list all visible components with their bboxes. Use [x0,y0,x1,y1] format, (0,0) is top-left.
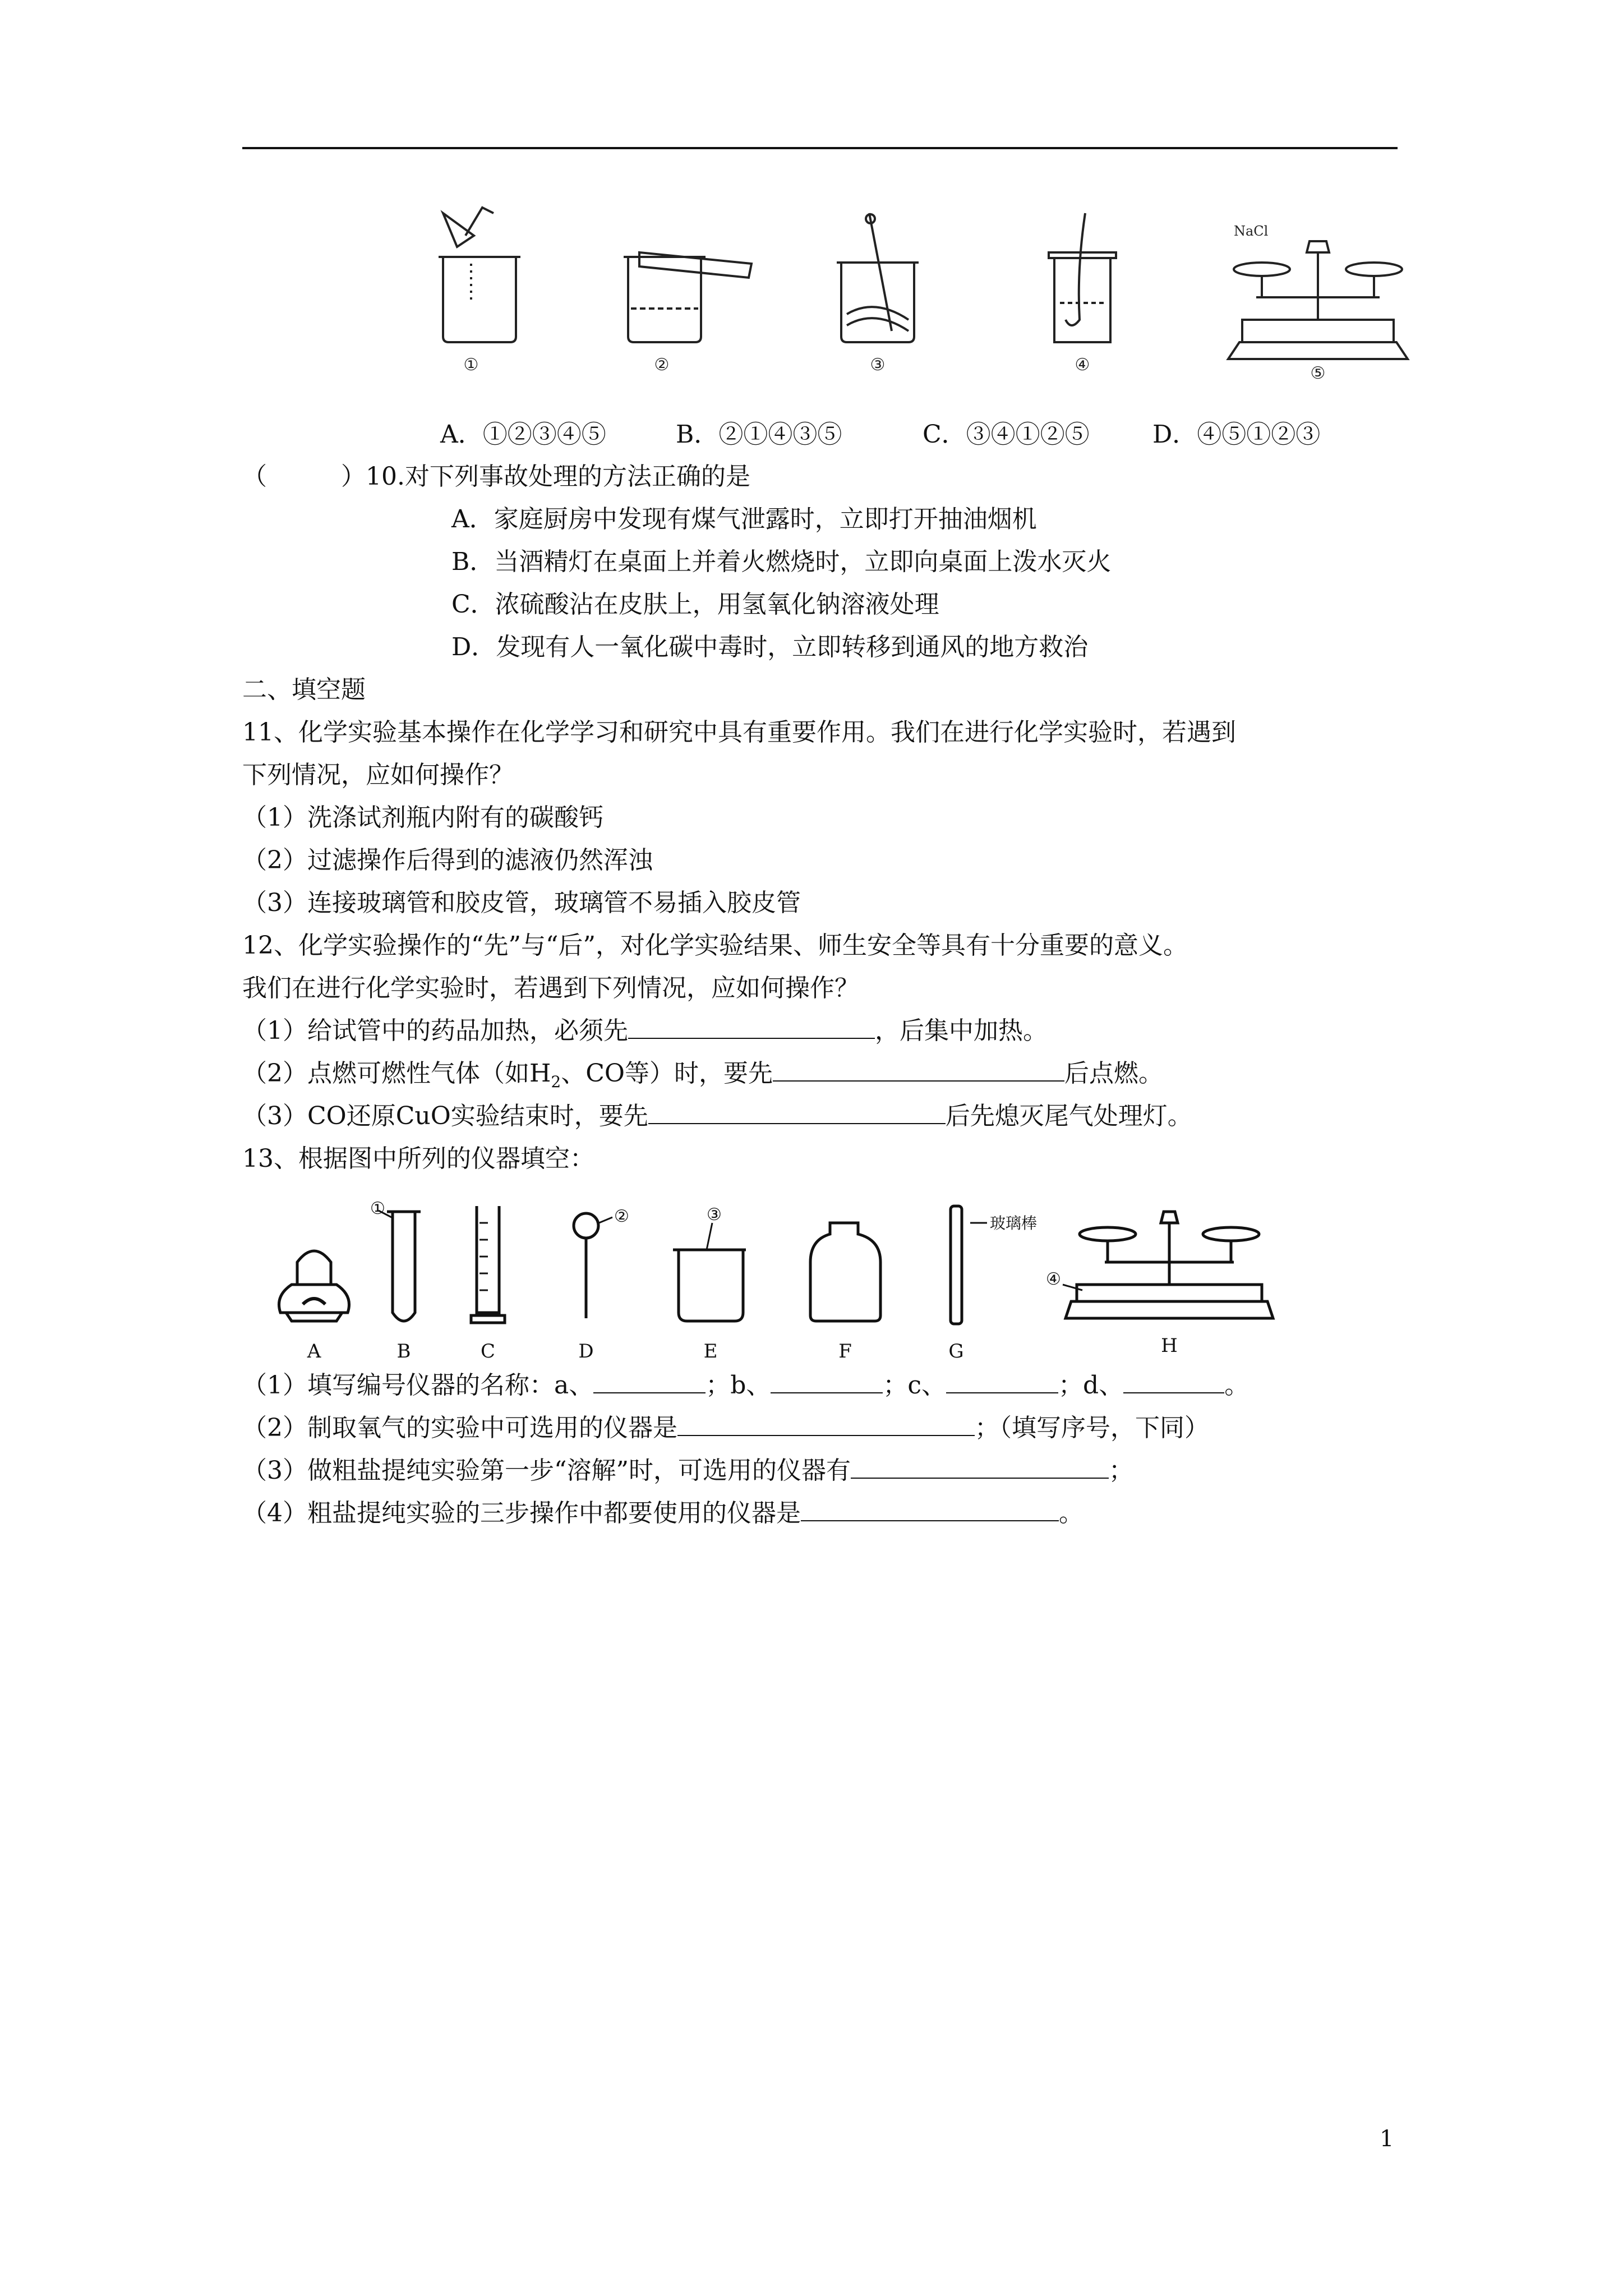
q9-option-c: C．③④①②⑤ [923,420,1090,449]
beaker-weighing-paper-icon [439,208,520,342]
q10-option-a: A．家庭厨房中发现有煤气泄露时，立即打开抽油烟机 [451,505,1037,533]
section-title: 二、填空题 [242,675,366,704]
balance-icon [1228,241,1408,359]
q13-item2-post: ；（填写序号，下同） [975,1414,1209,1442]
q12-item2-pre: （2）点燃可燃性气体（如H [242,1059,551,1088]
fig2-number-1: ① [370,1200,385,1218]
alcohol-lamp-icon [279,1251,349,1321]
fig2-letter-a: A [307,1340,321,1363]
q13-item4-post: 。 [1059,1499,1083,1527]
q12-item-1 [242,1014,1048,1048]
q12-item1-post: ，后集中加热。 [875,1016,1048,1045]
q10-option-b: B．当酒精灯在桌面上并着火燃烧时，立即向桌面上泼水灭火 [451,547,1112,576]
q9-option-b: B．②①④③⑤ [676,420,842,449]
q13-blank-c[interactable] [946,1370,1058,1393]
q13-blank-2[interactable] [677,1412,975,1436]
fig2-letter-d: D [578,1340,594,1363]
fig2-letter-b: B [396,1340,411,1363]
q10-option-d: D．发现有人一氧化碳中毒时，立即转移到通风的地方救治 [451,633,1089,661]
q13-item1-pre: （1）填写编号仪器的名称：a、 [242,1371,594,1400]
q9-options [440,418,1320,452]
fig2-letter-h: H [1161,1335,1178,1357]
balance-icon [1066,1212,1273,1318]
fig1-label-4: ④ [1075,355,1090,375]
q12-blank-1[interactable] [628,1015,875,1039]
q11-stem-line1: 11、化学实验基本操作在化学学习和研究中具有重要作用。我们在进行化学实验时，若遇到 [242,718,1236,747]
header-rule [242,147,1398,149]
q13-item4-pre: （4）粗盐提纯实验的三步操作中都要使用的仪器是 [242,1499,801,1527]
fig2-letter-e: E [703,1340,718,1363]
q13-item-3 [242,1454,1133,1488]
beaker-pouring-icon [624,252,751,342]
q12-item1-pre: （1）给试管中的药品加热，必须先 [242,1016,628,1045]
fig2-number-3: ③ [707,1205,722,1225]
q13-blank-a[interactable] [593,1370,706,1393]
glass-rod-icon [951,1206,962,1324]
q13-item1-end: 。 [1224,1371,1249,1400]
q12-stem-line2: 我们在进行化学实验时，若遇到下列情况，应如何操作？ [242,974,859,1002]
fig2-number-4: ④ [1046,1269,1061,1289]
q10-stem [242,460,750,494]
q12-item2-sub: 2 [551,1072,561,1091]
operation-figure [404,202,1447,387]
q13-blank-d[interactable] [1123,1370,1224,1393]
dropper-icon [574,1213,598,1318]
q12-item2-mid: 、CO等）时，要先 [561,1059,773,1088]
q9-option-d: D．④⑤①②③ [1152,420,1321,449]
nacl-label: NaCl [1234,223,1269,239]
q13-stem: 13、根据图中所列的仪器填空： [242,1144,594,1173]
q13-item3-pre: （3）做粗盐提纯实验第一步“溶解”时，可选用的仪器有 [242,1456,851,1485]
q9-option-a: A．①②③④⑤ [440,420,606,449]
q13-item-1 [242,1369,1249,1402]
q11-item-1: （1）洗涤试剂瓶内附有的碳酸钙 [242,803,603,832]
q13-blank-b[interactable] [771,1370,883,1393]
test-tube-icon [387,1212,421,1321]
q13-blank-4[interactable] [801,1498,1059,1521]
q10-stem-text: 10.对下列事故处理的方法正确的是 [366,462,750,491]
wide-mouth-bottle-icon [810,1223,880,1321]
q11-item-2: （2）过滤操作后得到的滤液仍然浑浊 [242,846,653,875]
q13-item3-post: ； [1108,1456,1133,1485]
fig2-letter-c: C [480,1340,496,1363]
q12-stem-line1: 12、化学实验操作的“先”与“后”，对化学实验结果、师生安全等具有十分重要的意义。 [242,931,1188,960]
page-number: 1 [1380,2126,1394,2152]
q11-stem-line2: 下列情况，应如何操作？ [242,761,514,789]
answer-paren: （ ） [242,462,366,491]
fig2-letter-g: G [948,1340,964,1363]
graduated-cylinder-icon [471,1206,505,1323]
q12-blank-3[interactable] [648,1101,946,1124]
q13-item-4 [242,1497,1083,1530]
q12-item3-pre: （3）CO还原CuO实验结束时，要先 [242,1102,648,1130]
q12-item-2 [242,1057,1163,1099]
q13-blank-3[interactable] [851,1455,1109,1479]
instrument-figure [264,1200,1329,1369]
fig2-number-2: ② [614,1207,629,1226]
q13-item1-d: ；d、 [1058,1371,1124,1400]
q10-option-c: C．浓硫酸沾在皮肤上，用氢氧化钠溶液处理 [451,590,939,619]
beaker-stirring-icon [837,213,919,342]
q13-item1-b: ；b、 [706,1371,771,1400]
fig1-label-1: ① [463,355,479,375]
beaker-icon [673,1250,746,1321]
glass-rod-label: 玻璃棒 [990,1214,1038,1232]
q13-item1-c: ；c、 [883,1371,947,1400]
jar-spoon-icon [1049,213,1116,342]
fig1-label-5: ⑤ [1310,364,1326,383]
q11-item-3: （3）连接玻璃管和胶皮管，玻璃管不易插入胶皮管 [242,889,801,917]
q12-item-3 [242,1099,1192,1133]
q12-item3-post: 后先熄灭尾气处理灯。 [945,1102,1192,1130]
q13-item-2 [242,1411,1209,1445]
q12-blank-2[interactable] [773,1058,1064,1082]
fig1-label-3: ③ [870,355,886,375]
q12-item2-post: 后点燃。 [1064,1059,1163,1088]
q13-item2-pre: （2）制取氧气的实验中可选用的仪器是 [242,1414,677,1442]
fig1-label-2: ② [654,355,670,375]
fig2-letter-f: F [838,1340,852,1363]
